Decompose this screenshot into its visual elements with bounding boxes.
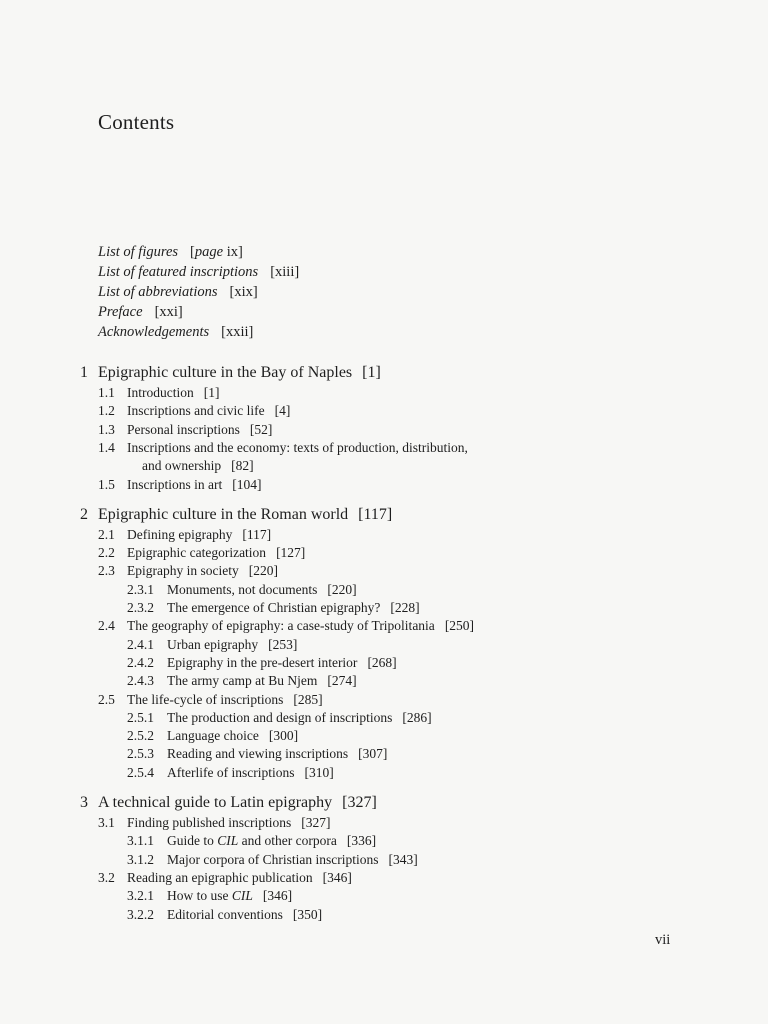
entry-number: 2.4.3: [127, 673, 154, 689]
entry-number: 1.4: [98, 439, 115, 455]
entry-title: Finding published inscriptions: [127, 815, 292, 830]
front-matter-title: List of abbreviations: [98, 284, 218, 300]
entry-number: 3: [80, 794, 88, 811]
front-matter-page: [xxii]: [221, 324, 254, 340]
entry-title: Epigraphic culture in the Roman world: [98, 505, 349, 523]
entry-title: Major corpora of Christian inscriptions: [167, 851, 379, 867]
section-entry: [98, 814, 331, 832]
entry-page: [346]: [262, 888, 293, 904]
entry-page: [346]: [322, 869, 352, 885]
entry-title: The life-cycle of inscriptions: [127, 691, 284, 707]
front-matter-title: List of featured inscriptions: [98, 264, 259, 280]
entry-page: [327]: [342, 794, 377, 811]
entry-number: 3.2.1: [127, 888, 154, 904]
front-matter-item: [98, 302, 299, 322]
entry-title: Urban epigraphy: [167, 636, 259, 652]
entry-page: [1]: [203, 385, 220, 400]
entry-number: 2.5: [98, 691, 115, 707]
front-matter-item: [98, 322, 299, 342]
entry-page: [336]: [346, 833, 377, 849]
entry-number: 2.4.1: [127, 636, 154, 652]
entry-page: [117]: [358, 505, 393, 523]
front-matter-page: [xiii]: [270, 264, 300, 280]
front-matter-list: [98, 242, 299, 342]
section-entry: [98, 617, 475, 635]
section-entry: [127, 672, 357, 690]
entry-page: [104]: [232, 476, 262, 492]
section-entry: [127, 764, 334, 782]
entry-title: Monuments, not documents: [167, 581, 318, 597]
entry-number: 3.1: [98, 815, 115, 830]
entry-title: Language choice: [167, 728, 259, 744]
entry-title: and ownership: [142, 458, 222, 474]
entry-number: 2.3.2: [127, 600, 154, 615]
entry-number: 2.5.1: [127, 709, 154, 725]
section-entry: [127, 887, 293, 905]
entry-number: 2.3: [98, 563, 115, 579]
section-entry: [98, 421, 273, 439]
entry-number: 2: [80, 505, 88, 523]
entry-page: [253]: [268, 636, 298, 652]
entry-title: Afterlife of inscriptions: [167, 764, 295, 780]
page-title: Contents: [98, 110, 175, 134]
entry-page: [307]: [358, 746, 388, 762]
entry-number: 2.5.2: [127, 728, 154, 744]
entry-title: Reading an epigraphic publication: [127, 869, 313, 885]
entry-title: Inscriptions and civic life: [127, 403, 265, 419]
entry-number: 1.2: [98, 403, 115, 419]
section-entry: [98, 562, 278, 580]
entry-page: [127]: [276, 545, 306, 561]
entry-number: 1.5: [98, 476, 115, 492]
front-matter-item: [98, 262, 299, 282]
entry-title: Epigraphic culture in the Bay of Naples: [98, 364, 353, 381]
entry-title: Epigraphic categorization: [127, 545, 267, 561]
entry-number: 2.3.1: [127, 581, 154, 597]
front-matter-page: [xix]: [229, 284, 258, 300]
front-matter-title: List of figures: [98, 244, 179, 260]
entry-number: 2.5.4: [127, 764, 154, 780]
chapter-entry: [80, 362, 381, 384]
section-entry: [142, 457, 254, 475]
entry-title: Personal inscriptions: [127, 421, 240, 437]
section-entry: [127, 654, 397, 672]
section-entry: [127, 599, 420, 617]
entry-title: Inscriptions and the economy: texts of production, distribution,: [127, 439, 468, 455]
section-entry: [127, 745, 388, 763]
entry-title: Defining epigraphy: [127, 526, 233, 542]
entry-page: [4]: [274, 403, 291, 419]
entry-title: Reading and viewing inscriptions: [167, 746, 349, 762]
entry-number: 2.5.3: [127, 746, 154, 762]
entry-number: 1: [80, 364, 88, 381]
entry-number: 1.1: [98, 385, 115, 400]
section-entry: [127, 581, 357, 599]
entry-page: [310]: [304, 764, 334, 780]
entry-title: How to use CIL: [167, 888, 253, 904]
chapter-entry: [80, 504, 393, 526]
section-entry: [127, 636, 298, 654]
front-matter-title: Preface: [98, 304, 143, 320]
entry-number: 2.2: [98, 545, 115, 561]
entry-page: [228]: [390, 600, 420, 615]
front-matter-page: [page ix]: [190, 244, 243, 260]
entry-title: Epigraphy in society: [127, 563, 239, 579]
front-matter-page: [xxi]: [154, 304, 183, 320]
section-entry: [127, 832, 377, 850]
entry-title: The production and design of inscriptions: [167, 709, 393, 725]
entry-page: [286]: [402, 709, 432, 725]
entry-title: Guide to CIL and other corpora: [167, 833, 337, 849]
front-matter-title: Acknowledgements: [98, 324, 210, 340]
entry-page: [268]: [367, 654, 397, 670]
section-entry: [127, 851, 418, 869]
entry-title: The army camp at Bu Njem: [167, 673, 318, 689]
entry-number: 2.1: [98, 526, 115, 542]
entry-page: [117]: [242, 526, 272, 542]
section-entry: [98, 384, 220, 402]
front-matter-item: [98, 282, 299, 302]
entry-number: 3.1.1: [127, 833, 154, 849]
entry-page: [250]: [444, 618, 475, 634]
entry-title: Epigraphy in the pre-desert interior: [167, 654, 358, 670]
section-entry: [127, 709, 432, 727]
section-entry: [127, 727, 299, 745]
entry-page: [220]: [248, 563, 278, 579]
section-entry: [98, 544, 306, 562]
front-matter-item: [98, 242, 299, 262]
entry-page: [285]: [293, 691, 323, 707]
section-entry: [98, 869, 352, 887]
entry-title: The emergence of Christian epigraphy?: [167, 600, 381, 615]
entry-title: The geography of epigraphy: a case-study of Tripolitania: [127, 618, 435, 634]
entry-page: [327]: [301, 815, 331, 830]
chapter-entry: [80, 792, 377, 814]
entry-page: [300]: [268, 728, 299, 744]
entry-title: Introduction: [127, 385, 194, 400]
section-entry: [98, 402, 291, 420]
section-entry: [127, 906, 323, 924]
section-entry: [98, 439, 468, 457]
page-number: vii: [655, 932, 671, 948]
entry-page: [274]: [327, 673, 357, 689]
entry-page: [350]: [292, 906, 323, 922]
entry-page: [82]: [231, 458, 254, 474]
entry-page: [52]: [249, 421, 273, 437]
entry-page: [220]: [327, 581, 357, 597]
entry-number: 3.2.2: [127, 906, 154, 922]
entry-number: 3.2: [98, 869, 115, 885]
entry-number: 2.4: [98, 618, 115, 634]
entry-number: 1.3: [98, 421, 115, 437]
entry-page: [1]: [362, 364, 381, 381]
section-entry: [98, 526, 272, 544]
section-entry: [98, 691, 323, 709]
entry-number: 3.1.2: [127, 851, 154, 867]
entry-title: A technical guide to Latin epigraphy: [98, 794, 333, 811]
entry-number: 2.4.2: [127, 654, 154, 670]
entry-page: [343]: [388, 851, 418, 867]
entry-title: Editorial conventions: [167, 906, 283, 922]
section-entry: [98, 476, 262, 494]
entry-title: Inscriptions in art: [127, 476, 223, 492]
